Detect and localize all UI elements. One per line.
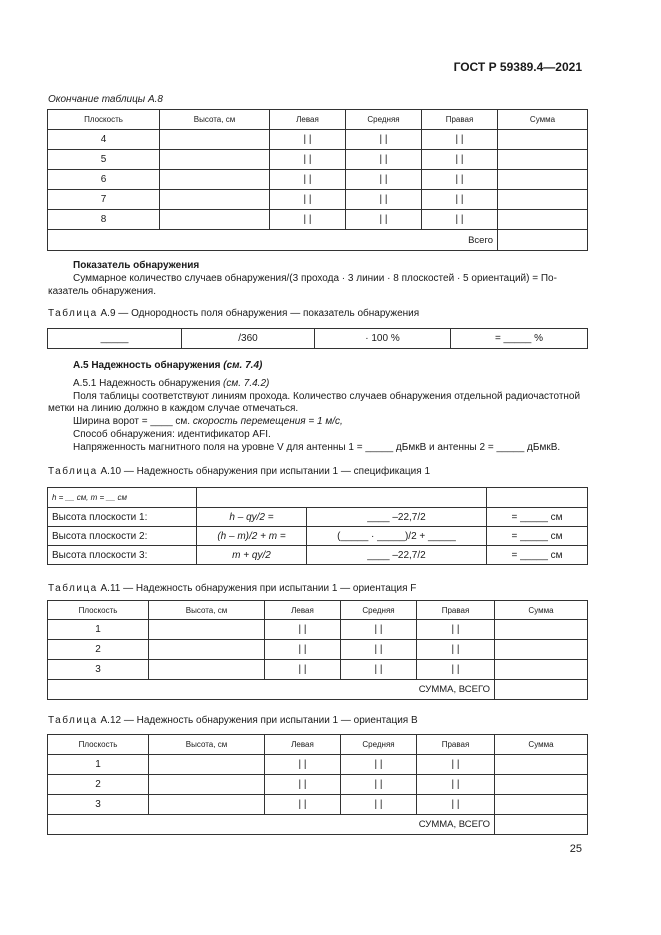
table-cell: | | — [341, 775, 417, 795]
table-cell: | | — [346, 190, 422, 210]
table-cell: | | — [265, 755, 341, 775]
table-cell: | | — [422, 150, 498, 170]
table-cell — [498, 130, 588, 150]
table-cell — [160, 130, 270, 150]
table-a8-header: Левая — [270, 110, 346, 130]
table-cell: | | — [346, 170, 422, 190]
table-cell: | | — [417, 640, 495, 660]
table-cell — [495, 795, 588, 815]
table-a12-header: Высота, см — [149, 735, 265, 755]
table-row — [48, 546, 588, 565]
section-a5-ref: (см. 7.4) — [223, 360, 263, 371]
table-cell — [495, 660, 588, 680]
table-cell: | | — [417, 755, 495, 775]
table-cell — [160, 170, 270, 190]
table-a8 — [47, 109, 588, 251]
gate-width-text: Ширина ворот = ____ см. — [73, 416, 193, 427]
table-a9-cell: = _____ % — [451, 329, 588, 349]
table-cell: 5 — [48, 150, 160, 170]
table-cell — [149, 640, 265, 660]
table-a8-header: Высота, см — [160, 110, 270, 130]
section-a5-para-2: метки на линию должно в каждом случае отмечаться. — [48, 403, 299, 414]
section-a5-para-3 — [73, 415, 343, 428]
table-cell: Высота плоскости 2: — [48, 527, 197, 546]
table-cell: | | — [341, 795, 417, 815]
table-cell: 4 — [48, 130, 160, 150]
table-a11 — [47, 600, 588, 700]
table-a9-cell: · 100 % — [315, 329, 451, 349]
table-a12-prefix: Таблица — [48, 715, 98, 726]
table-cell: | | — [270, 150, 346, 170]
table-cell — [197, 488, 487, 508]
table-cell: 1 — [48, 755, 149, 775]
table-row — [48, 190, 588, 210]
table-cell: 1 — [48, 620, 149, 640]
table-a12-header: Сумма — [495, 735, 588, 755]
table-a8-header: Сумма — [498, 110, 588, 130]
table-row — [48, 620, 588, 640]
table-row — [48, 508, 588, 527]
table-cell: 7 — [48, 190, 160, 210]
table-cell: = _____ см — [487, 508, 588, 527]
table-cell — [149, 795, 265, 815]
speed-text: скорость перемещения = 1 м/с, — [192, 416, 343, 427]
table-cell — [160, 210, 270, 230]
table-cell: (_____ · _____)/2 + _____ — [307, 527, 487, 546]
table-cell: | | — [417, 620, 495, 640]
table-cell: Высота плоскости 1: — [48, 508, 197, 527]
table-cell: | | — [422, 170, 498, 190]
section-a51-title — [73, 377, 269, 390]
table-cell — [495, 775, 588, 795]
table-row — [48, 640, 588, 660]
document-header: ГОСТ Р 59389.4—2021 — [453, 60, 582, 74]
table-cell — [495, 755, 588, 775]
table-a11-caption — [48, 583, 416, 594]
table-a11-header: Средняя — [341, 601, 417, 620]
table-cell: = _____ см — [487, 527, 588, 546]
table-cell — [160, 190, 270, 210]
table-cell: | | — [346, 150, 422, 170]
table-a8-caption: Окончание таблицы А.8 — [48, 94, 163, 105]
table-a10 — [47, 487, 588, 565]
table-a9-prefix: Таблица — [48, 308, 98, 319]
table-cell: = _____ см — [487, 546, 588, 565]
table-a10-title: А.10 — Надежность обнаружения при испытании 1 — спецификация 1 — [100, 466, 431, 477]
table-row — [48, 150, 588, 170]
table-cell: | | — [422, 210, 498, 230]
section-a5-para-4: Способ обнаружения: идентификатор AFI. — [73, 429, 271, 440]
table-cell: | | — [346, 210, 422, 230]
table-cell: | | — [265, 620, 341, 640]
table-cell: | | — [270, 190, 346, 210]
table-cell: 6 — [48, 170, 160, 190]
table-cell — [498, 210, 588, 230]
table-a11-header: Левая — [265, 601, 341, 620]
table-cell: | | — [265, 640, 341, 660]
table-cell: | | — [270, 210, 346, 230]
table-cell — [495, 640, 588, 660]
table-cell — [149, 755, 265, 775]
table-cell — [498, 190, 588, 210]
section-a51-heading: А.5.1 Надежность обнаружения — [73, 378, 224, 389]
indicator-text-1: Суммарное количество случаев обнаружения/(3 прохода · 3 линии · 8 плоскостей · 5 ориентаций) = По- — [73, 273, 557, 284]
section-a5-para-1: Поля таблицы соответствуют линиям прохода. Количество случаев обнаружения отдельной радиочастотной — [73, 391, 581, 402]
section-a5-heading: А.5 Надежность обнаружения — [73, 360, 224, 371]
table-a12-header: Левая — [265, 735, 341, 755]
table-a8-header: Плоскость — [48, 110, 160, 130]
table-cell: | | — [341, 755, 417, 775]
table-cell — [149, 775, 265, 795]
table-row — [48, 210, 588, 230]
table-cell — [149, 660, 265, 680]
table-a10-head: h = __ см, m = __ см — [48, 488, 197, 508]
table-cell — [149, 620, 265, 640]
table-a8-header: Средняя — [346, 110, 422, 130]
table-row — [48, 170, 588, 190]
table-a11-title: А.11 — Надежность обнаружения при испытании 1 — ориентация F — [100, 583, 417, 594]
table-cell: h – qy/2 = — [197, 508, 307, 527]
table-a9-cell: /360 — [182, 329, 315, 349]
table-cell: | | — [270, 170, 346, 190]
table-cell — [495, 815, 588, 835]
table-a12-total: СУММА, ВСЕГО — [48, 815, 495, 835]
section-a5-para-5: Напряженность магнитного поля на уровне V для антенны 1 = _____ дБмкВ и антенны 2 = _____ дБмкВ. — [73, 442, 561, 453]
table-cell: 2 — [48, 775, 149, 795]
table-a9-title: А.9 — Однородность поля обнаружения — показатель обнаружения — [100, 308, 420, 319]
table-cell: Высота плоскости 3: — [48, 546, 197, 565]
table-cell: | | — [422, 190, 498, 210]
table-cell — [487, 488, 588, 508]
table-a11-header: Высота, см — [149, 601, 265, 620]
table-row — [48, 660, 588, 680]
table-a8-total: Всего — [48, 230, 498, 251]
table-a10-prefix: Таблица — [48, 466, 98, 477]
table-a12-header: Средняя — [341, 735, 417, 755]
table-cell: | | — [265, 660, 341, 680]
table-cell — [160, 150, 270, 170]
page-number: 25 — [569, 843, 582, 855]
table-cell: 3 — [48, 660, 149, 680]
table-row — [48, 755, 588, 775]
table-a11-total: СУММА, ВСЕГО — [48, 680, 495, 700]
table-cell — [498, 230, 588, 251]
table-cell: | | — [422, 130, 498, 150]
table-a12-header: Правая — [417, 735, 495, 755]
table-row — [48, 527, 588, 546]
table-a12 — [47, 734, 588, 835]
table-row — [48, 130, 588, 150]
table-cell — [498, 170, 588, 190]
table-a9 — [47, 328, 588, 349]
table-row — [48, 795, 588, 815]
table-cell: 3 — [48, 795, 149, 815]
table-cell: m + qy/2 — [197, 546, 307, 565]
table-a11-prefix: Таблица — [48, 583, 98, 594]
table-cell: ____ –22,7/2 — [307, 508, 487, 527]
table-cell: | | — [341, 620, 417, 640]
table-a11-header: Плоскость — [48, 601, 149, 620]
table-cell — [495, 620, 588, 640]
section-a51-ref: (см. 7.4.2) — [223, 378, 270, 389]
table-cell: | | — [341, 640, 417, 660]
table-cell: 8 — [48, 210, 160, 230]
table-cell: | | — [346, 130, 422, 150]
section-a5-title — [73, 359, 262, 372]
table-a12-header: Плоскость — [48, 735, 149, 755]
table-cell — [498, 150, 588, 170]
table-cell: | | — [341, 660, 417, 680]
indicator-title: Показатель обнаружения — [73, 260, 200, 271]
table-cell: | | — [417, 795, 495, 815]
table-a12-title: А.12 — Надежность обнаружения при испытании 1 — ориентация B — [100, 715, 418, 726]
table-cell: 2 — [48, 640, 149, 660]
table-a11-header: Правая — [417, 601, 495, 620]
table-a8-header: Правая — [422, 110, 498, 130]
table-cell: | | — [265, 795, 341, 815]
table-cell: | | — [265, 775, 341, 795]
table-cell: (h – m)/2 + m = — [197, 527, 307, 546]
table-cell: | | — [417, 775, 495, 795]
table-a12-caption — [48, 715, 418, 726]
table-a10-caption — [48, 466, 430, 477]
table-a9-caption — [48, 308, 419, 319]
table-row — [48, 775, 588, 795]
table-cell — [495, 680, 588, 700]
table-cell: | | — [270, 130, 346, 150]
table-a11-header: Сумма — [495, 601, 588, 620]
table-cell: | | — [417, 660, 495, 680]
table-a9-cell: _____ — [48, 329, 182, 349]
table-cell: ____ –22,7/2 — [307, 546, 487, 565]
indicator-text-2: казатель обнаружения. — [48, 286, 156, 297]
